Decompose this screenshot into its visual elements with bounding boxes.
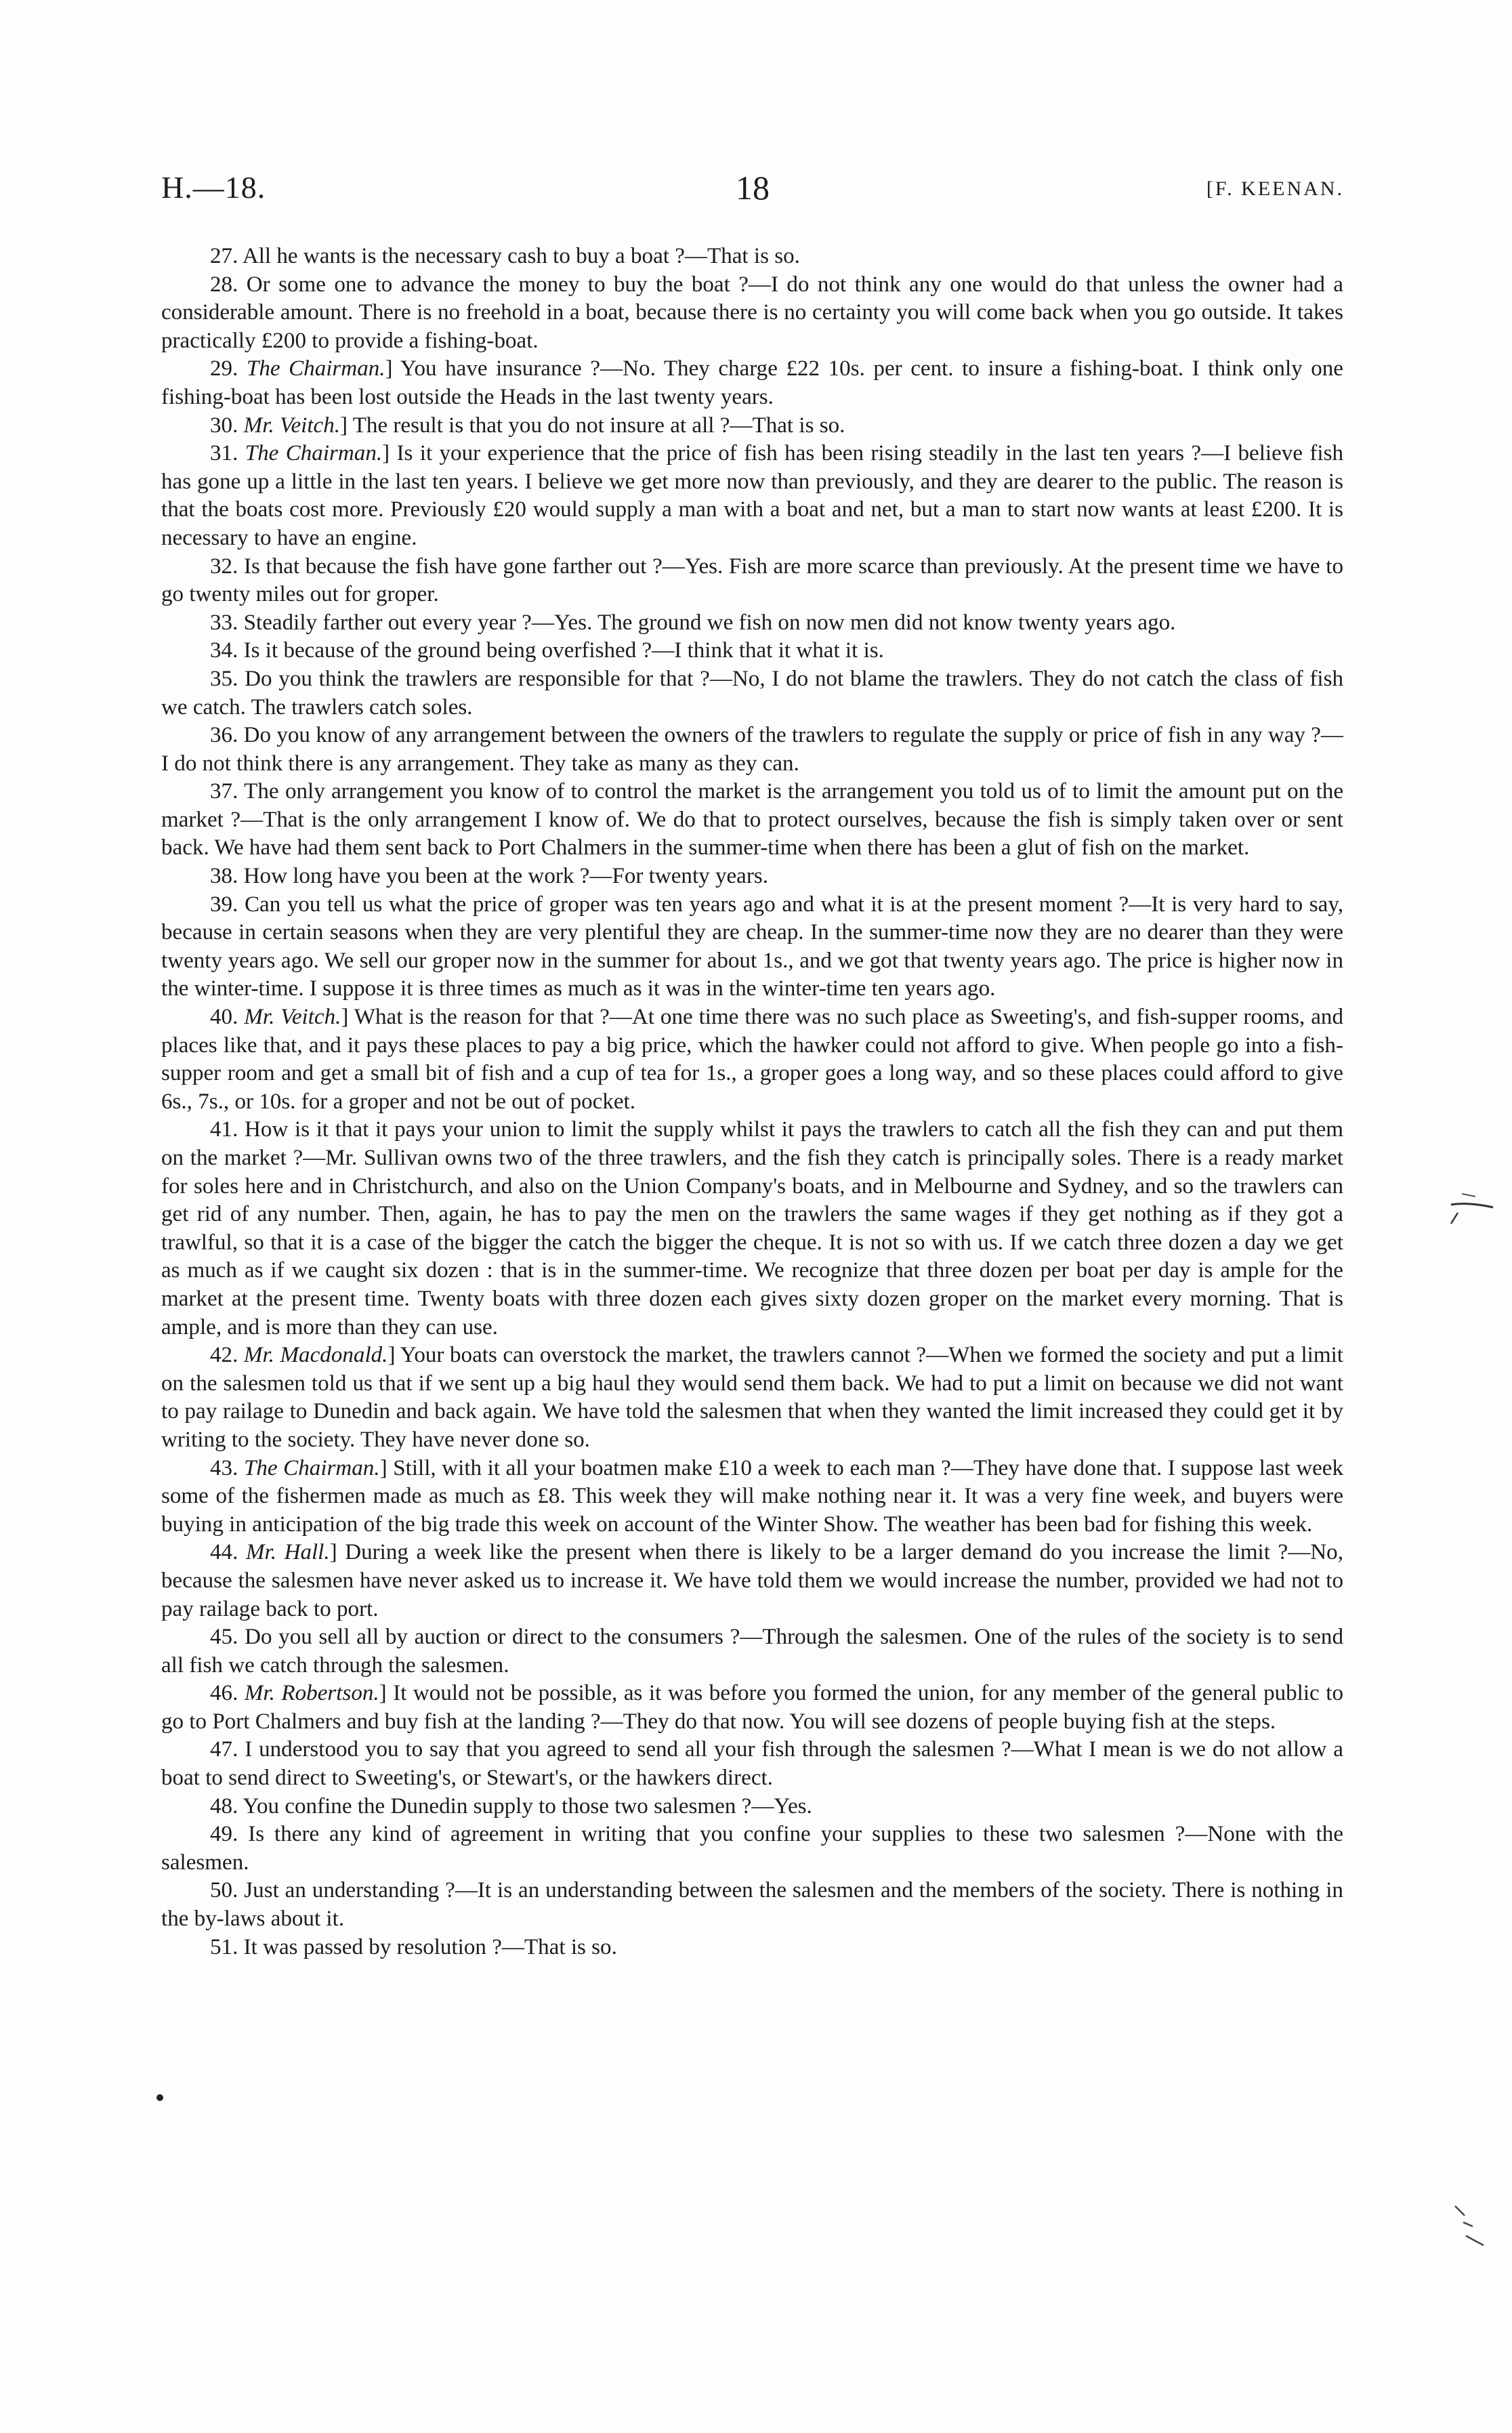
testimony-paragraph [161,1623,1343,1680]
testimony-paragraph [161,440,1343,552]
question-number: 34. [210,638,238,663]
page-number: 18 [736,169,770,207]
page-header [161,169,1344,210]
testimony-paragraph [161,271,1343,356]
testimony-paragraph [161,1680,1343,1736]
testimony-text: ] Is it your experience that the price of fish has been rising steadily in the last ten years ?—I believe fish has gone up a little in the last ten years. I believe we get more now than previously, and they are dearer to the public. The reason is that the boats cost more. Previously £20 would supply a man with a boat and net, but a man to start now wants at least £200. It is necessary to have an engine. [161,441,1343,550]
testimony-text: Steadily farther out every year ?—Yes. The ground we fish on now men did not know twenty years ago. [243,610,1176,635]
testimony-paragraph [161,1793,1343,1821]
question-number: 32. [210,554,238,579]
question-number: 33. [210,610,238,635]
question-number: 38. [210,864,238,889]
question-number: 42. [210,1343,238,1368]
margin-bullet-mark [154,2092,165,2103]
question-number: 40. [210,1005,238,1030]
testimony-text: All he wants is the necessary cash to buy a boat ?—That is so. [242,244,800,268]
testimony-text: ] Still, with it all your boatmen make £10 a week to each man ?—They have done that. I suppose last week some of the fishermen made as much as £8. This week they will make nothing near it. It was a very fine week, and buyers were buying in anticipation of the big trade this week on account of the Winter Show. The weather has been bad for fishing this week. [161,1455,1344,1537]
testimony-paragraph [161,862,1343,891]
testimony-text: It was passed by resolution ?—That is so. [243,1934,617,1959]
testimony-text: You confine the Dunedin supply to those two salesmen ?—Yes. [243,1793,812,1818]
question-number: 30. [210,413,238,438]
question-number: 43. [210,1455,238,1480]
testimony-paragraph [161,778,1343,862]
speaker-name: Mr. Macdonald. [243,1343,388,1368]
testimony-paragraph [161,1003,1343,1116]
speaker-name: The Chairman. [246,356,385,381]
question-number: 45. [210,1625,238,1650]
testimony-text: Do you think the trawlers are responsible for that ?—No, I do not blame the trawlers. They do not catch the class of fish we catch. The trawlers catch soles. [161,666,1343,720]
testimony-text: Is there any kind of agreement in writing that you confine your supplies to these two salesmen ?—None with the salesmen. [161,1822,1343,1875]
testimony-text: ] You have insurance ?—No. They charge £22 10s. per cent. to insure a fishing-boat. I think only one fishing-boat has been lost outside the Heads in the last twenty years. [161,356,1343,409]
testimony-paragraph [161,637,1343,665]
question-number: 27. [210,244,238,268]
question-number: 31. [210,441,238,466]
testimony-body [161,243,1343,1961]
testimony-text: ] It would not be possible, as it was before you formed the union, for any member of the general public to go to Port Chalmers and buy fish at the landing ?—They do that now. You will see dozens of people buying fish at the steps. [161,1681,1343,1734]
witness-name: [F. KEENAN. [1206,178,1344,200]
testimony-paragraph [161,243,1343,271]
question-number: 37. [210,779,238,804]
speaker-name: Mr. Veitch. [243,413,341,438]
testimony-text: ] Your boats can overstock the market, the trawlers cannot ?—When we formed the society and put a limit on the salesmen told us that if we sent up a big haul they would send them back. We had to put a limit on because we did not want to pay railage to Dunedin and back again. We have told the salesmen that when they wanted the limit increased they could get it by writing to the society. They have never done so. [161,1343,1343,1452]
testimony-paragraph [161,609,1343,638]
speaker-name: Mr. Veitch. [244,1005,341,1030]
testimony-text: Is it because of the ground being overfished ?—I think that it what it is. [243,638,884,663]
question-number: 51. [210,1934,238,1959]
testimony-text: Do you sell all by auction or direct to the consumers ?—Through the salesmen. One of the rules of the society is to send all fish we catch through the salesmen. [161,1625,1343,1678]
question-number: 46. [210,1681,238,1706]
speaker-name: The Chairman. [245,441,383,466]
testimony-text: Can you tell us what the price of groper was ten years ago and what it is at the present moment ?—It is very hard to say, because in certain seasons when they are very plentiful they are cheap. In the summer-time now they are no dearer than they were twenty years ago. We sell our groper now in the summer for about 1s., and we got that twenty years ago. The price is higher now in the winter-time. I suppose it is three times as much as it was in the winter-time ten years ago. [161,892,1343,1001]
speaker-name: Mr. Hall. [245,1540,330,1565]
testimony-paragraph [161,1877,1343,1933]
testimony-text: Or some one to advance the money to buy the boat ?—I do not think any one would do that unless the owner had a considerable amount. There is no freehold in a boat, because there is no certainty you will come back when you go outside. It takes practically £200 to provide a fishing-boat. [161,272,1343,353]
speaker-name: The Chairman. [243,1455,380,1480]
testimony-text: Is that because the fish have gone farther out ?—Yes. Fish are more scarce than previously. At the present time we have to go twenty miles out for groper. [161,554,1343,607]
testimony-paragraph [161,412,1343,440]
question-number: 28. [210,272,238,297]
testimony-paragraph [161,1736,1343,1792]
testimony-paragraph [161,1455,1343,1539]
question-number: 48. [210,1793,238,1818]
testimony-paragraph [161,891,1343,1003]
margin-scan-mark [1450,2202,1490,2249]
question-number: 41. [210,1117,238,1142]
testimony-text: The only arrangement you know of to control the market is the arrangement you told us of to limit the amount put on the market ?—That is the only arrangement I know of. We do that to protect ourselves, because the fish is simply taken over or sent back. We have had them sent back to Port Chalmers in the summer-time when there has been a glut of fish on the market. [161,779,1343,860]
testimony-paragraph [161,1821,1343,1877]
testimony-paragraph [161,1934,1343,1962]
testimony-text: I understood you to say that you agreed to send all your fish through the salesmen ?—What I mean is we do not allow a boat to send direct to Sweeting's, or Stewart's, or the hawkers direct. [161,1737,1343,1791]
question-number: 36. [210,723,238,748]
testimony-paragraph [161,665,1343,722]
testimony-text: How is it that it pays your union to limit the supply whilst it pays the trawlers to catch all the fish they can and put them on the market ?—Mr. Sullivan owns two of the three trawlers, and the fish they catch is principally soles. There is a ready market for soles here and in Christchurch, and also on the Union Company's boats, and in Melbourne and Sydney, and so the trawlers can get rid of any number. Then, again, he has to pay the men on the trawlers the same wages if they get nothing as if they got a trawlful, so that it is a case of the bigger the catch the bigger the cheque. It is not so with us. If we catch three dozen a day we get as much as if we caught six dozen : that is in the summer-time. We recognize that three dozen per boat per day is ample for the market at the present time. Twenty boats with three dozen each gives sixty dozen groper on the market every morning. That is ample, and is more than they can use. [161,1117,1343,1339]
testimony-text: ] During a week like the present when there is likely to be a larger demand do you increase the limit ?—No, because the salesmen have never asked us to increase it. We have told them we would increase the number, provided we had not to pay railage back to port. [161,1540,1343,1621]
testimony-paragraph [161,553,1343,609]
question-number: 50. [210,1878,238,1903]
testimony-paragraph [161,1539,1343,1623]
testimony-paragraph [161,722,1343,778]
question-number: 47. [210,1737,238,1762]
speaker-name: Mr. Robertson. [244,1681,379,1706]
testimony-text: Do you know of any arrangement between the owners of the trawlers to regulate the supply or price of fish in any way ?—I do not think there is any arrangement. They take as many as they can. [161,723,1343,776]
testimony-text: How long have you been at the work ?—For twenty years. [243,864,769,889]
document-reference: H.—18. [161,170,266,205]
question-number: 39. [210,892,238,917]
testimony-paragraph [161,355,1343,411]
margin-scan-mark [1448,1192,1496,1233]
testimony-text: Just an understanding ?—It is an understanding between the salesmen and the members of the society. There is nothing in the by-laws about it. [161,1878,1343,1932]
question-number: 35. [210,666,238,691]
question-number: 44. [210,1540,238,1565]
testimony-text: ] What is the reason for that ?—At one time there was no such place as Sweeting's, and fish-supper rooms, and places like that, and it pays these places to pay a big price, which the hawker could not afford to give. When people go into a fish-supper room and get a small bit of fish and a cup of tea for 1s., a groper goes a long way, and so these places could afford to give 6s., 7s., or 10s. for a groper and not be out of pocket. [161,1005,1344,1114]
testimony-paragraph [161,1116,1343,1342]
question-number: 29. [210,356,238,381]
testimony-paragraph [161,1342,1343,1454]
testimony-text: ] The result is that you do not insure at all ?—That is so. [340,413,845,438]
question-number: 49. [210,1822,238,1847]
